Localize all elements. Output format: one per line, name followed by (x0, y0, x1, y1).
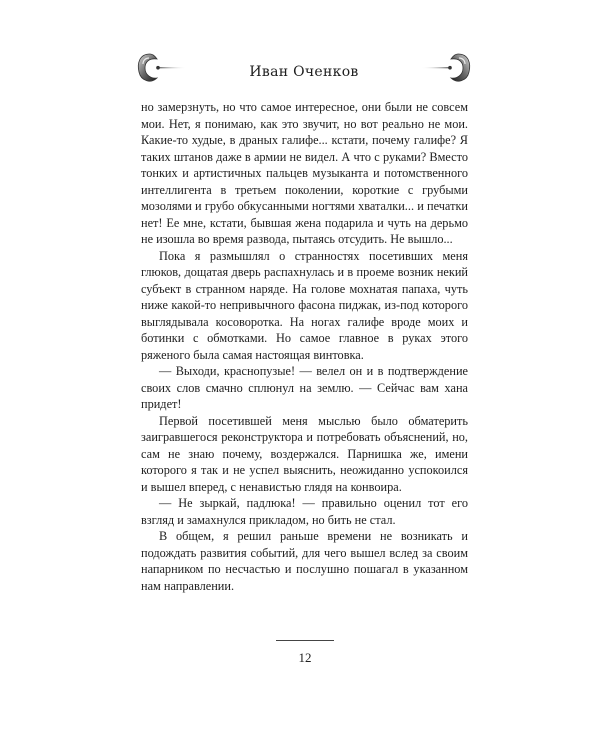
book-author: Иван Оченков (249, 64, 359, 80)
paragraph: Пока я размышлял о странностях посетивших меня глюков, дощатая дверь распахнулась и в проеме возник некий субъект в странном наряде. На голове мохнатая папаха, чуть ниже какой-то непривычного фасона пиджак, из-под которого выглядывала косоворотка. На ногах галифе вроде моих и ботинки с обмотками. Но самое главное в руках этого ряженого была самая настоящая винтовка. (141, 248, 468, 362)
paragraph: — Выходи, краснопузые! — велел он и в подтверждение своих слов смачно сплюнул на землю. — Сейчас вам хана придет! (141, 364, 468, 411)
page-number: 12 (298, 650, 312, 665)
running-header (135, 50, 473, 86)
paragraph: но замерзнуть, но что самое интересное, они были не совсем мои. Нет, я понимаю, как это звучит, но вот реально не мои. Какие-то худые, в драных галифе... кстати, почему галифе? Я таких штанов даже в армии не видел. А что с руками? Вместо тонких и артистичных пальцев музыканта и потомственного интеллигента в третьем поколении, короткие с грубыми мозолями и грубо обкусанными ногтями хваталки... и печатки нет! Ее мне, кстати, бывшая жена подарила и чуть на дерьмо не изошла во время развода, пытаясь отсудить. Не вышло... (141, 100, 468, 246)
page-body (141, 99, 468, 594)
ornament-right-icon (421, 50, 473, 86)
paragraph: В общем, я решил раньше времени не возникать и подождать развития событий, для чего вышел вслед за своим напарником по несчастью и послушно пошагал в указанном нам направлении. (141, 529, 468, 593)
paragraph: — Не зыркай, падлюка! — правильно оценил тот его взгляд и замахнулся прикладом, но бить не стал. (141, 496, 468, 527)
paragraph: Первой посетившей меня мыслью было обматерить заигравшегося реконструктора и потребовать объяснений, но, сам не знаю почему, воздержался. Парнишка же, имени которого я так и не успел выяснить, неожиданно успокоился и вышел вперед, с ненавистью глядя на конвоира. (141, 413, 468, 494)
footer-divider (276, 640, 334, 641)
